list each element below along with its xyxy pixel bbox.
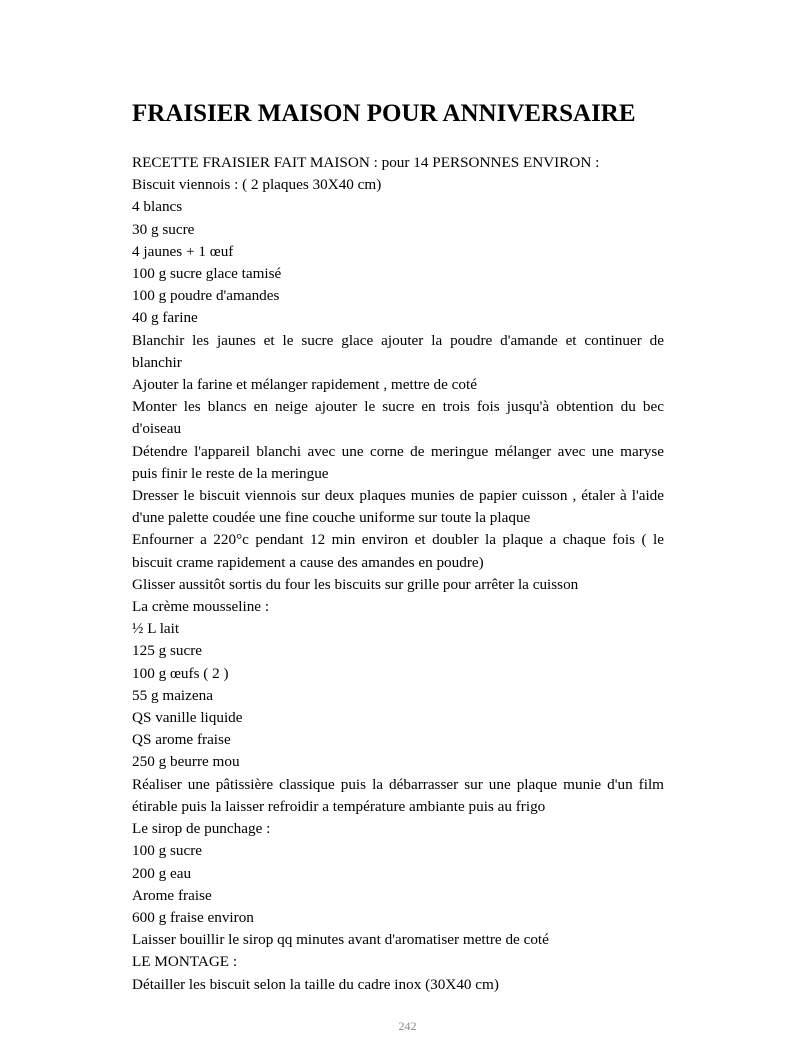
section-heading: LE MONTAGE : [132,953,238,971]
section-heading: Le sirop de punchage : [132,820,271,838]
ingredient-line: 100 g sucre glace tamisé [132,265,282,283]
ingredient-line: 100 g œufs ( 2 ) [132,664,229,682]
recipe-heading: RECETTE FRAISIER FAIT MAISON : pour 14 PERSONNES ENVIRON : [132,154,600,171]
ingredient-line: 100 g sucre [132,842,203,860]
section-heading: La crème mousseline : [132,598,270,616]
instruction-paragraph: Enfourner a 220°c pendant 12 min environ et doubler la plaque a chaque fois ( le biscuit crame rapidement a cause des amandes en poudre) [132,531,664,571]
ingredient-line: QS vanille liquide [132,709,243,727]
ingredient-line: Arome fraise [132,886,212,904]
instruction-paragraph: Blanchir les jaunes et le sucre glace ajouter la poudre d'amande et continuer de blanchir [132,331,664,371]
instruction-line: Détailler les biscuit selon la taille du cadre inox (30X40 cm) [132,975,499,993]
instruction-line: Ajouter la farine et mélanger rapidement , mettre de coté [132,376,477,394]
instruction-paragraph: Réaliser une pâtissière classique puis la débarrasser sur une plaque munie d'un film étirable puis la laisser refroidir a température ambiante puis au frigo [132,775,664,815]
instruction-paragraph: Dresser le biscuit viennois sur deux plaques munies de papier cuisson , étaler à l'aide d'une palette coudée une fine couche uniforme sur toute la plaque [132,487,664,527]
ingredient-line: 4 jaunes + 1 œuf [132,242,234,260]
instruction-line: Glisser aussitôt sortis du four les biscuits sur grille pour arrêter la cuisson [132,575,579,593]
page-number: 242 [398,1019,417,1033]
ingredient-line: 55 g maizena [132,686,213,704]
ingredient-line: 40 g farine [132,309,198,327]
ingredient-line: 250 g beurre mou [132,753,240,771]
ingredient-line: 4 blancs [132,198,183,216]
ingredient-line: 100 g poudre d'amandes [132,287,280,305]
section-heading: Biscuit viennois : ( 2 plaques 30X40 cm) [132,176,382,194]
recipe-body [132,152,664,996]
ingredient-line: 125 g sucre [132,642,203,660]
ingredient-line: 30 g sucre [132,220,195,238]
ingredient-line: 200 g eau [132,864,192,882]
page-title: FRAISIER MAISON POUR ANNIVERSAIRE [132,100,636,127]
ingredient-line: 600 g fraise environ [132,908,254,926]
ingredient-line: QS arome fraise [132,731,231,749]
instruction-paragraph: Monter les blancs en neige ajouter le sucre en trois fois jusqu'à obtention du bec d'oiseau [132,398,664,438]
ingredient-line: ½ L lait [132,620,180,638]
instruction-line: Laisser bouillir le sirop qq minutes avant d'aromatiser mettre de coté [132,931,549,949]
instruction-paragraph: Détendre l'appareil blanchi avec une corne de meringue mélanger avec une maryse puis finir le reste de la meringue [132,442,664,482]
